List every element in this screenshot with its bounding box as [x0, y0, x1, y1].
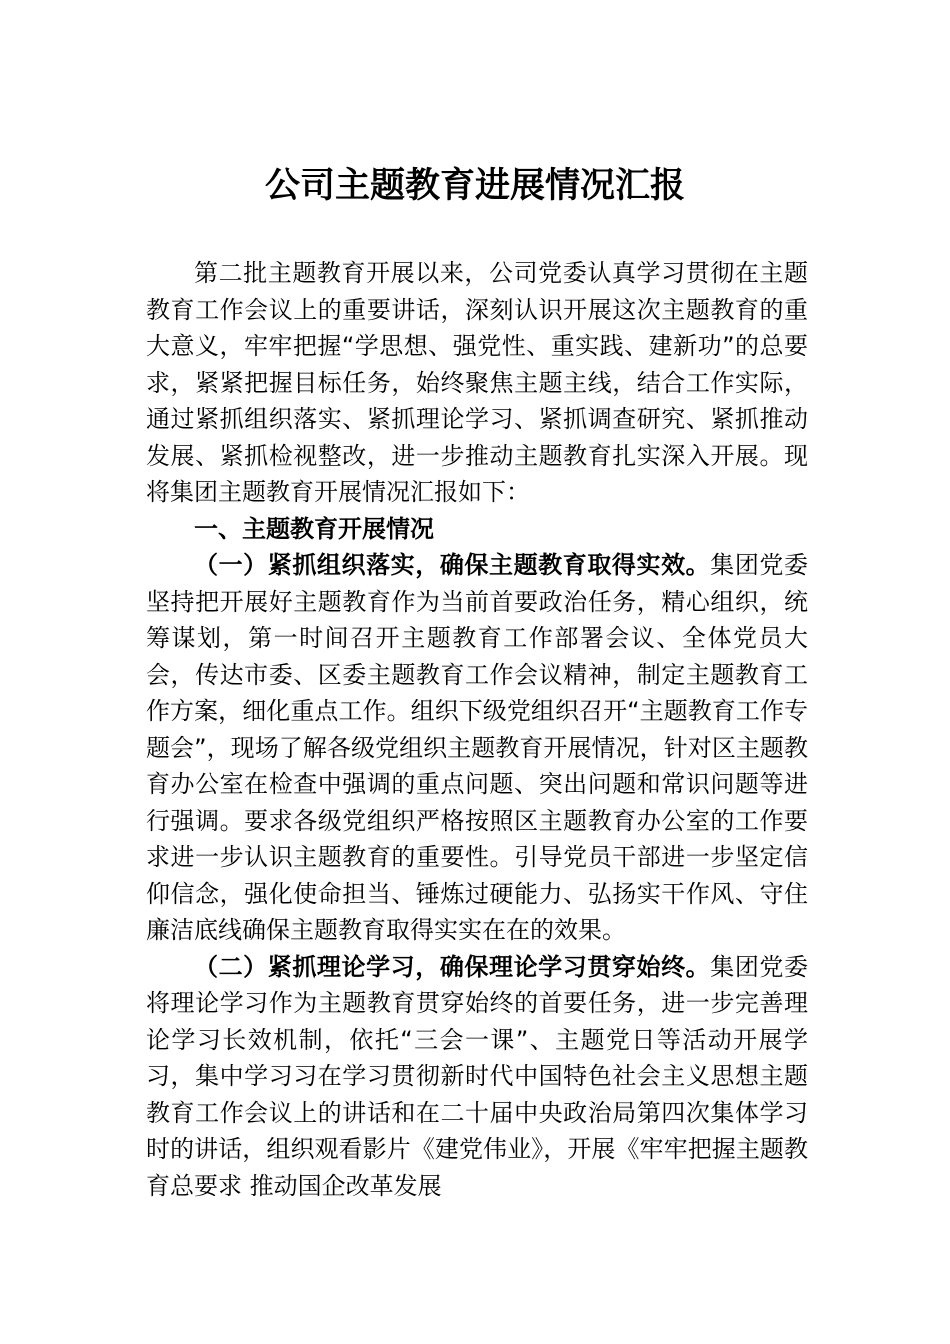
item-1-lead: （一）紧抓组织落实，确保主题教育取得实效。	[194, 551, 711, 579]
item-paragraph-1	[146, 547, 808, 949]
item-2-text: 集团党委将理论学习作为主题教育贯穿始终的首要任务，进一步完善理论学习长效机制，依托“三会一课”、主题党日等活动开展学习，集中学习习在学习贯彻新时代中国特色社会主义思想主题教育工作会议上的讲话和在二十届中央政治局第四次集体学习时的讲话，组织观看影片《建党伟业》，开展《牢牢把握主题教育总要求 推动国企改革发展	[146, 952, 808, 1200]
document-title: 公司主题教育进展情况汇报	[264, 165, 685, 206]
item-1-text: 集团党委坚持把开展好主题教育作为当前首要政治任务，精心组织，统筹谋划，第一时间召开主题教育工作部署会议、全体党员大会，传达市委、区委主题教育工作会议精神，制定主题教育工作方案，细化重点工作。组织下级党组织召开“主题教育工作专题会”，现场了解各级党组织主题教育开展情况，针对区主题教育办公室在检查中强调的重点问题、突出问题和常识问题等进行强调。要求各级党组织严格按照区主题教育办公室的工作要求进一步认识主题教育的重要性。引导党员干部进一步坚定信仰信念，强化使命担当、锤炼过硬能力、弘扬实干作风、守住廉洁底线确保主题教育取得实实在在的效果。	[146, 551, 808, 944]
item-2-lead: （二）紧抓理论学习，确保理论学习贯穿始终。	[194, 952, 711, 981]
intro-paragraph: 第二批主题教育开展以来，公司党委认真学习贯彻在主题教育工作会议上的重要讲话，深刻认识开展这次主题教育的重大意义，牢牢把握“学思想、强党性、重实践、建新功”的总要求，紧紧把握目标任务，始终聚焦主题主线，结合工作实际，通过紧抓组织落实、紧抓理论学习、紧抓调查研究、紧抓推动发展、紧抓检视整改，进一步推动主题教育扎实深入开展。现将集团主题教育开展情况汇报如下：	[146, 259, 808, 506]
document-body	[146, 255, 808, 1204]
section-heading-1: 一、主题教育开展情况	[194, 514, 434, 543]
item-paragraph-2	[146, 949, 808, 1205]
